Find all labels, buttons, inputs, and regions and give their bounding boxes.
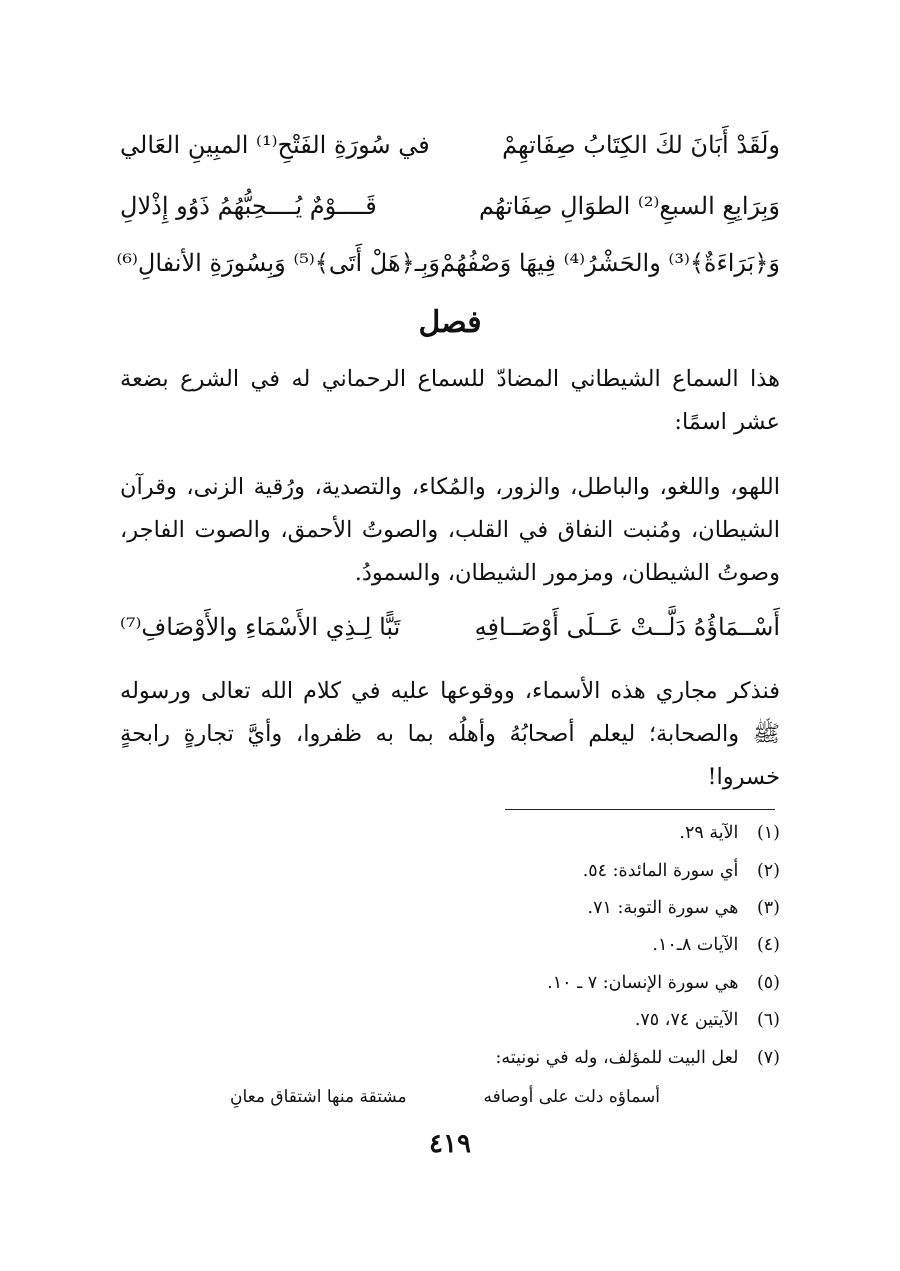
- footnote-text: الآية ٢٩.: [679, 823, 739, 843]
- footnote-5: [120, 964, 780, 1002]
- footnote-4: [120, 926, 780, 964]
- footnote-number: (٢): [756, 861, 780, 881]
- footnote-6: [120, 1001, 780, 1039]
- verse-first-hemistich: ولَقَدْ أَبَانَ لكَ الكِتَابُ صِفَاتهِمْ: [502, 131, 780, 159]
- verse-first-hemistich: أسماؤه دلت على أوصافه: [483, 1087, 660, 1107]
- footnote-text: لعل البيت للمؤلف، وله في نونيته:: [495, 1048, 739, 1068]
- footnote-number: (٦): [756, 1010, 780, 1030]
- footnote-7: [120, 1039, 780, 1077]
- footnote-text: الآيتين ٧٤، ٧٥.: [634, 1010, 739, 1030]
- footnote-text: هي سورة التوبة: ٧١.: [587, 898, 739, 918]
- footnote-number: (١): [756, 823, 780, 843]
- poem-verse-3: [116, 240, 780, 286]
- footnote-2: [120, 852, 780, 890]
- footnote-3: [120, 889, 780, 927]
- verse-first-hemistich: وَبِرَابِعِ السبعِ⁽²⁾ الطوَالِ صِفَاتهُم: [478, 192, 780, 220]
- footnote-number: (٣): [756, 898, 780, 918]
- footnote-text: الآيات ٨ـ١٠.: [652, 935, 739, 955]
- poem-verse-1: [120, 122, 780, 168]
- footnote-separator: [505, 809, 775, 810]
- verse-second-hemistich: تَبًّا لِـذِي الأَسْمَاءِ والأَوْصَافِ⁽⁷⁾: [120, 613, 401, 641]
- verse-second-hemistich: في سُورَةِ الفَتْحِ⁽¹⁾ المبِينِ العَالي: [120, 131, 430, 159]
- intro-paragraph: هذا السماع الشيطاني المضادّ للسماع الرحماني له في الشرع بضعة عشر اسمًا:: [120, 366, 780, 435]
- page-number: ٤١٩: [429, 1129, 471, 1159]
- verse-second-hemistich: قَــــوْمٌ يُــــحِبُّهُمُ ذَوُو إِذْلالِ: [120, 192, 377, 220]
- footnote-text: أي سورة المائدة: ٥٤.: [582, 861, 739, 881]
- footnote-number: (٥): [756, 973, 780, 993]
- verse-second-hemistich: وَبِـ﴿هَلْ أَتَى﴾⁽⁵⁾ وَبِسُورَةِ الأنفالِ⁽⁶⁾: [116, 249, 440, 277]
- closing-paragraph: فنذكر مجاري هذه الأسماء، ووقوعها عليه في كلام الله تعالى ورسوله ﷺ والصحابة؛ ليعلم أصحابُهُ وأهلُه بما به ظفروا، وأيَّ تجارةٍ رابحةٍ خسروا!: [120, 678, 780, 790]
- footnote-number: (٧): [756, 1048, 780, 1068]
- names-paragraph: اللهو، واللغو، والباطل، والزور، والمُكاء، والتصدية، ورُقية الزنى، وقرآن الشيطان، ومُنبت النفاق في القلب، والصوتُ الأحمق، والصوت الفاجر، وصوتُ الشيطان، ومزمور الشيطان، والسمودُ.: [120, 474, 780, 586]
- verse-first-hemistich: وَ﴿بَرَاءَةٌ﴾⁽³⁾ والحَشْرُ⁽⁴⁾ فِيهَا وَصْفُهُمْ: [440, 249, 780, 277]
- verse-second-hemistich: مشتقة منها اشتقاق معانِ: [230, 1087, 407, 1107]
- footnote-number: (٤): [756, 935, 780, 955]
- footnote-text: هي سورة الإنسان: ٧ ـ ١٠.: [547, 973, 739, 993]
- section-heading: فصل: [418, 305, 482, 340]
- poem-verse-mid: [120, 604, 780, 650]
- footnote-verse: [230, 1080, 660, 1114]
- footnote-1: [120, 814, 780, 852]
- verse-first-hemistich: أَسْــمَاؤُهُ دَلَّــتْ عَــلَى أَوْصَــافِهِ: [474, 613, 780, 641]
- poem-verse-2: [120, 183, 780, 229]
